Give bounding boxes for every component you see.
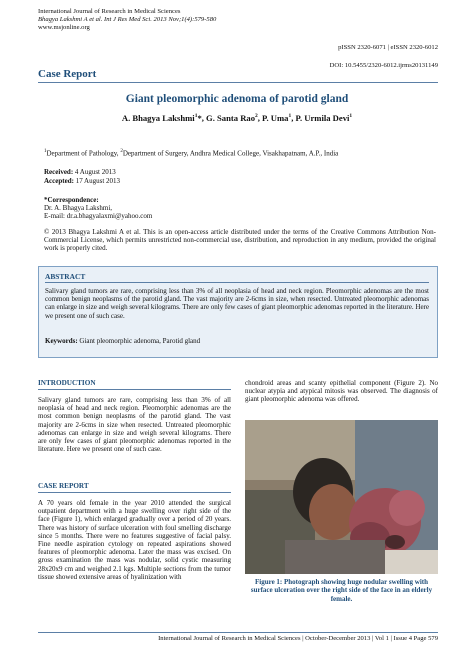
case-report-text: A 70 years old female in the year 2010 attended the surgical outpatient department with a huge swelling over right side of the face (Figure 1), which enlarged gradually over a period of 20 years. There was history of surface ulceration with foul smelling discharge since 5 months. There were no features suggestive of facial palsy. Fine needle aspiration cytology on repeated aspirations showed features of pleomorphic adenoma. Later the mass was excised. On gross examination the mass was nodular, solid cystic measuring 28x20x9 cm and weighed 2.1 kgs. Multiple sections from the tumor tissue showed extensive areas of hyalinization with	[38, 499, 231, 581]
figure-1-photo	[245, 420, 438, 574]
citation: Bhagya Lakshmi A et al. Int J Res Med Sci. 2013 Nov;1(4):579-580	[38, 16, 217, 23]
introduction-rule	[38, 389, 231, 390]
footer-rule	[38, 632, 438, 633]
case-report-rule	[38, 492, 231, 493]
website-link[interactable]: www.msjonline.org	[38, 24, 90, 31]
patient-photo-icon	[245, 420, 438, 574]
right-column-text: chondroid areas and scanty epithelial component (Figure 2). No nuclear atypia and atypical mitosis was observed. The diagnosis of giant pleomorphic adenoma was offered.	[245, 379, 438, 404]
author-2: G. Santa Rao$^2$,	[206, 113, 263, 123]
author-3: P. Uma$^1$,	[262, 113, 296, 123]
abstract-heading: ABSTRACT	[45, 272, 86, 281]
correspondence-name: Dr. A. Bhagya Lakshmi,	[44, 204, 113, 212]
footer-text: International Journal of Research in Medical Sciences | October-December 2013 | Vol 1 | Issue 4 Page 579	[158, 635, 438, 642]
figure-1-caption: Figure 1: Photograph showing huge nodular swelling with surface ulceration over the right side of the face in an elderly female.	[250, 578, 433, 603]
affiliation: $^1$Department of Pathology, $^2$Department of Surgery, Andhra Medical College, Visakhapatnam, A.P., India	[44, 149, 339, 158]
article-title: Giant pleomorphic adenoma of parotid gland	[125, 93, 349, 105]
abstract-text: Salivary gland tumors are rare, comprising less than 3% of all neoplasia of head and neck region. Pleomorphic adenomas are the most common benign neoplasms of the parotid gland. The vast majority are 2-6cms in size, when resected. Untreated pleomorphic adenomas can enlarge in size and weigh several kilograms. There are only few cases of giant pleomorphic adenomas reported in the literature. Here we present one of such case.	[45, 287, 429, 320]
issn: pISSN 2320-6071 | eISSN 2320-6012	[338, 44, 438, 51]
received-date: Received: 4 August 2013	[44, 168, 116, 176]
abstract-rule	[45, 282, 429, 283]
header-rule	[38, 82, 438, 83]
introduction-heading: INTRODUCTION	[38, 379, 96, 387]
keywords: Keywords: Giant pleomorphic adenoma, Parotid gland	[45, 337, 201, 345]
journal-name: International Journal of Research in Medical Sciences	[38, 8, 181, 15]
article-type: Case Report	[38, 68, 97, 80]
introduction-text: Salivary gland tumors are rare, comprising less than 3% of all neoplasia of head and neck region. Pleomorphic adenomas are the most common benign neoplasms of the parotid gland. The vast majority are 2-6cms in size when resected. Untreated pleomorphic adenomas can enlarge in size and weigh several kilograms. There are only few cases of giant pleomorphic adenomas reported in the literature. Here we present one of such case.	[38, 396, 231, 454]
email-link[interactable]: dr.a.bhagyalaxmi@yahoo.com	[66, 212, 153, 220]
case-report-heading: CASE REPORT	[38, 482, 89, 490]
correspondence-label: *Correspondence:	[44, 196, 99, 204]
doi[interactable]: DOI: 10.5455/2320-6012.ijrms20131149	[329, 62, 438, 69]
author-1: A. Bhagya Lakshmi$^1$*,	[121, 113, 207, 123]
abstract-box	[38, 266, 438, 358]
copyright-notice: © 2013 Bhagya Lakshmi A et al. This is an open-access article distributed under the terms of the Creative Commons Attribution Non-Commercial License, which permits unrestricted non-commercial use, distribution, and reproduction in any medium, provided the original work is properly cited.	[44, 228, 436, 253]
author-4: P. Urmila Devi$^1$	[295, 113, 353, 123]
accepted-date: Accepted: 17 August 2013	[44, 177, 121, 185]
correspondence-email: E-mail: dr.a.bhagyalaxmi@yahoo.com	[44, 212, 153, 220]
author-list	[0, 113, 474, 123]
